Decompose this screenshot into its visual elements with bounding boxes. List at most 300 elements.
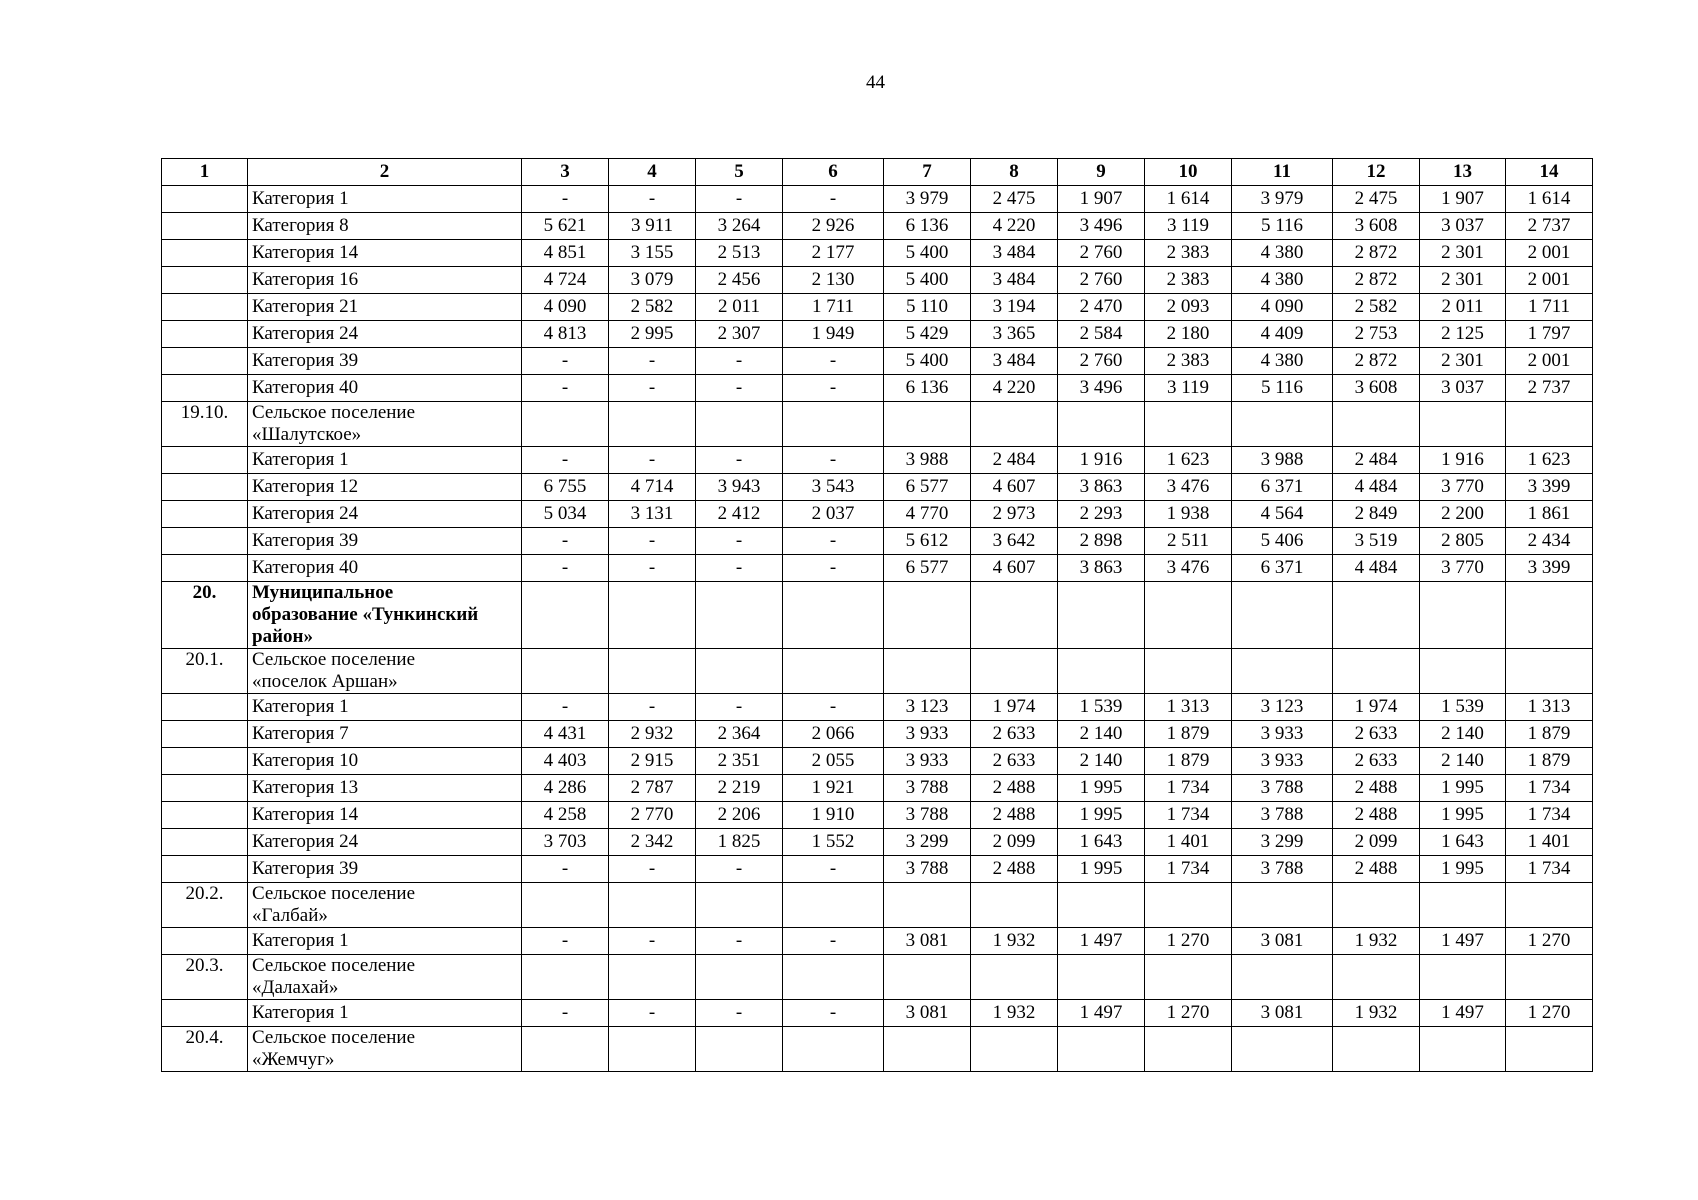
empty-cell (1145, 883, 1232, 928)
value-cell: 1 879 (1145, 748, 1232, 775)
value-cell: 1 932 (971, 928, 1058, 955)
value-cell: - (783, 447, 884, 474)
value-cell: 3 933 (1232, 721, 1333, 748)
column-header: 7 (884, 159, 971, 186)
value-cell: 2 130 (783, 267, 884, 294)
value-cell: - (522, 447, 609, 474)
category-label: Категория 40 (248, 555, 522, 582)
value-cell: 1 711 (783, 294, 884, 321)
value-cell: 6 136 (884, 375, 971, 402)
value-cell: 5 621 (522, 213, 609, 240)
category-label: Категория 1 (248, 1000, 522, 1027)
value-cell: 1 497 (1058, 1000, 1145, 1027)
value-cell: 4 090 (1232, 294, 1333, 321)
value-cell: 1 401 (1145, 829, 1232, 856)
value-cell: 1 270 (1145, 1000, 1232, 1027)
section-title-line: Сельское поселение (252, 402, 416, 423)
value-cell: 6 136 (884, 213, 971, 240)
value-cell: - (522, 186, 609, 213)
empty-cell (1506, 402, 1593, 447)
section-title-line: Сельское поселение (252, 1027, 416, 1048)
value-cell: 1 734 (1506, 802, 1593, 829)
value-cell: 2 206 (696, 802, 783, 829)
table-row (162, 501, 1593, 528)
empty-cell (1058, 649, 1145, 694)
column-header: 11 (1232, 159, 1333, 186)
category-label: Категория 39 (248, 856, 522, 883)
value-cell: 1 921 (783, 775, 884, 802)
empty-cell (696, 1027, 783, 1072)
empty-cell (1333, 955, 1420, 1000)
value-cell: 2 737 (1506, 375, 1593, 402)
column-header: 9 (1058, 159, 1145, 186)
empty-cell (609, 582, 696, 649)
value-cell: - (609, 1000, 696, 1027)
value-cell: 2 475 (971, 186, 1058, 213)
value-cell: 2 633 (971, 721, 1058, 748)
category-label: Категория 1 (248, 928, 522, 955)
empty-cell (783, 883, 884, 928)
value-cell: 2 995 (609, 321, 696, 348)
value-cell: - (696, 348, 783, 375)
value-cell: 3 484 (971, 348, 1058, 375)
value-cell: 3 484 (971, 267, 1058, 294)
empty-cell (1058, 955, 1145, 1000)
value-cell: 2 066 (783, 721, 884, 748)
value-cell: 3 770 (1420, 474, 1506, 501)
column-header: 12 (1333, 159, 1420, 186)
value-cell: 1 825 (696, 829, 783, 856)
value-cell: 4 607 (971, 474, 1058, 501)
value-cell: 2 805 (1420, 528, 1506, 555)
value-cell: 2 037 (783, 501, 884, 528)
value-cell: 3 979 (1232, 186, 1333, 213)
row-number-cell (162, 447, 248, 474)
value-cell: - (609, 348, 696, 375)
value-cell: - (696, 555, 783, 582)
value-cell: - (609, 856, 696, 883)
row-number-cell (162, 240, 248, 267)
value-cell: 3 119 (1145, 375, 1232, 402)
value-cell: 3 123 (884, 694, 971, 721)
empty-cell (609, 1027, 696, 1072)
category-label: Категория 10 (248, 748, 522, 775)
table-row (162, 528, 1593, 555)
value-cell: 4 409 (1232, 321, 1333, 348)
value-cell: 3 155 (609, 240, 696, 267)
table-row (162, 240, 1593, 267)
row-number-cell (162, 721, 248, 748)
value-cell: - (609, 375, 696, 402)
empty-cell (1420, 649, 1506, 694)
value-cell: 5 429 (884, 321, 971, 348)
value-cell: 4 090 (522, 294, 609, 321)
empty-cell (1420, 582, 1506, 649)
empty-cell (971, 1027, 1058, 1072)
value-cell: 4 431 (522, 721, 609, 748)
value-cell: 1 711 (1506, 294, 1593, 321)
empty-cell (609, 402, 696, 447)
category-label: Категория 7 (248, 721, 522, 748)
value-cell: 1 995 (1058, 775, 1145, 802)
row-number-cell (162, 856, 248, 883)
value-cell: 2 872 (1333, 267, 1420, 294)
value-cell: 1 497 (1420, 928, 1506, 955)
empty-cell (1333, 582, 1420, 649)
value-cell: 1 995 (1420, 775, 1506, 802)
section-number: 20.3. (162, 955, 248, 1000)
empty-cell (783, 1027, 884, 1072)
value-cell: - (696, 928, 783, 955)
section-row (162, 402, 1593, 447)
value-cell: 5 400 (884, 267, 971, 294)
row-number-cell (162, 375, 248, 402)
value-cell: 1 907 (1420, 186, 1506, 213)
table-row (162, 775, 1593, 802)
category-label: Категория 40 (248, 375, 522, 402)
value-cell: 1 734 (1506, 775, 1593, 802)
empty-cell (1232, 582, 1333, 649)
section-number: 20.4. (162, 1027, 248, 1072)
value-cell: 3 863 (1058, 555, 1145, 582)
section-title-line: Сельское поселение (252, 649, 416, 670)
value-cell: - (696, 375, 783, 402)
value-cell: - (696, 694, 783, 721)
value-cell: 5 110 (884, 294, 971, 321)
table-row (162, 856, 1593, 883)
value-cell: 6 577 (884, 474, 971, 501)
empty-cell (1058, 883, 1145, 928)
value-cell: 2 125 (1420, 321, 1506, 348)
row-number-cell (162, 928, 248, 955)
row-number-cell (162, 748, 248, 775)
value-cell: 1 552 (783, 829, 884, 856)
empty-cell (609, 649, 696, 694)
value-cell: 2 488 (971, 802, 1058, 829)
value-cell: 2 301 (1420, 240, 1506, 267)
value-cell: 2 849 (1333, 501, 1420, 528)
table-row (162, 186, 1593, 213)
empty-cell (1232, 649, 1333, 694)
table-row (162, 928, 1593, 955)
value-cell: - (522, 928, 609, 955)
value-cell: 1 313 (1506, 694, 1593, 721)
value-cell: 1 916 (1420, 447, 1506, 474)
value-cell: 1 907 (1058, 186, 1145, 213)
empty-cell (1420, 955, 1506, 1000)
section-title-line: Сельское поселение (252, 955, 416, 976)
value-cell: 1 270 (1506, 928, 1593, 955)
empty-cell (783, 582, 884, 649)
value-cell: 3 496 (1058, 213, 1145, 240)
value-cell: 2 488 (1333, 775, 1420, 802)
section-number: 19.10. (162, 402, 248, 447)
empty-cell (1145, 1027, 1232, 1072)
value-cell: 2 872 (1333, 348, 1420, 375)
empty-cell (1506, 1027, 1593, 1072)
value-cell: 1 932 (971, 1000, 1058, 1027)
empty-cell (1333, 649, 1420, 694)
empty-cell (609, 883, 696, 928)
value-cell: 3 863 (1058, 474, 1145, 501)
row-number-cell (162, 1000, 248, 1027)
empty-cell (522, 1027, 609, 1072)
value-cell: 2 293 (1058, 501, 1145, 528)
table-row (162, 694, 1593, 721)
value-cell: 1 995 (1058, 856, 1145, 883)
value-cell: 3 788 (1232, 856, 1333, 883)
section-title (248, 582, 522, 649)
table-row (162, 321, 1593, 348)
value-cell: 1 539 (1058, 694, 1145, 721)
value-cell: 2 633 (1333, 721, 1420, 748)
empty-cell (1058, 402, 1145, 447)
header-row (162, 159, 1593, 186)
value-cell: 3 264 (696, 213, 783, 240)
value-cell: - (696, 528, 783, 555)
value-cell: 1 401 (1506, 829, 1593, 856)
value-cell: 1 734 (1145, 775, 1232, 802)
row-number-cell (162, 474, 248, 501)
value-cell: 3 933 (884, 721, 971, 748)
column-header: 3 (522, 159, 609, 186)
value-cell: 2 011 (1420, 294, 1506, 321)
empty-cell (971, 582, 1058, 649)
value-cell: 3 519 (1333, 528, 1420, 555)
value-cell: 3 081 (884, 928, 971, 955)
value-cell: 2 140 (1420, 748, 1506, 775)
value-cell: 2 484 (1333, 447, 1420, 474)
value-cell: 2 488 (971, 856, 1058, 883)
value-cell: 3 788 (884, 775, 971, 802)
empty-cell (1333, 883, 1420, 928)
value-cell: 6 371 (1232, 555, 1333, 582)
value-cell: 3 037 (1420, 375, 1506, 402)
empty-cell (783, 955, 884, 1000)
empty-cell (696, 582, 783, 649)
table-row (162, 348, 1593, 375)
section-title-line: «Жемчуг» (252, 1049, 335, 1070)
empty-cell (1420, 1027, 1506, 1072)
empty-cell (1058, 1027, 1145, 1072)
row-number-cell (162, 186, 248, 213)
value-cell: 2 301 (1420, 348, 1506, 375)
value-cell: - (522, 1000, 609, 1027)
section-title-line: Сельское поселение (252, 883, 416, 904)
empty-cell (1145, 955, 1232, 1000)
value-cell: 2 760 (1058, 240, 1145, 267)
value-cell: 6 755 (522, 474, 609, 501)
empty-cell (884, 883, 971, 928)
value-cell: 1 734 (1506, 856, 1593, 883)
empty-cell (971, 649, 1058, 694)
empty-cell (971, 402, 1058, 447)
value-cell: 4 770 (884, 501, 971, 528)
section-row (162, 883, 1593, 928)
value-cell: - (783, 186, 884, 213)
empty-cell (783, 402, 884, 447)
row-number-cell (162, 528, 248, 555)
value-cell: 2 001 (1506, 240, 1593, 267)
value-cell: 6 577 (884, 555, 971, 582)
value-cell: - (783, 856, 884, 883)
column-header: 10 (1145, 159, 1232, 186)
value-cell: 3 608 (1333, 375, 1420, 402)
empty-cell (696, 883, 783, 928)
value-cell: 1 623 (1145, 447, 1232, 474)
empty-cell (1058, 582, 1145, 649)
empty-cell (522, 955, 609, 1000)
value-cell: 2 470 (1058, 294, 1145, 321)
value-cell: 1 861 (1506, 501, 1593, 528)
empty-cell (1333, 1027, 1420, 1072)
table-row (162, 213, 1593, 240)
table-row (162, 748, 1593, 775)
value-cell: 3 365 (971, 321, 1058, 348)
row-number-cell (162, 267, 248, 294)
value-cell: 4 220 (971, 213, 1058, 240)
value-cell: 2 099 (971, 829, 1058, 856)
category-label: Категория 24 (248, 321, 522, 348)
empty-cell (609, 955, 696, 1000)
section-title-line: «поселок Аршан» (252, 671, 398, 692)
value-cell: 5 116 (1232, 213, 1333, 240)
value-cell: 1 932 (1333, 1000, 1420, 1027)
table-row (162, 802, 1593, 829)
value-cell: 1 910 (783, 802, 884, 829)
value-cell: 3 543 (783, 474, 884, 501)
value-cell: 2 872 (1333, 240, 1420, 267)
value-cell: 3 123 (1232, 694, 1333, 721)
value-cell: 2 099 (1333, 829, 1420, 856)
value-cell: 2 770 (609, 802, 696, 829)
empty-cell (1145, 649, 1232, 694)
section-title (248, 649, 522, 694)
value-cell: 2 737 (1506, 213, 1593, 240)
value-cell: 2 484 (971, 447, 1058, 474)
value-cell: 2 456 (696, 267, 783, 294)
empty-cell (1506, 883, 1593, 928)
value-cell: 1 995 (1058, 802, 1145, 829)
value-cell: 4 484 (1333, 474, 1420, 501)
value-cell: 2 011 (696, 294, 783, 321)
value-cell: 2 383 (1145, 348, 1232, 375)
value-cell: 3 933 (884, 748, 971, 775)
value-cell: 2 898 (1058, 528, 1145, 555)
value-cell: 2 488 (1333, 856, 1420, 883)
value-cell: 2 001 (1506, 267, 1593, 294)
value-cell: 2 412 (696, 501, 783, 528)
value-cell: 3 496 (1058, 375, 1145, 402)
value-cell: 3 399 (1506, 474, 1593, 501)
empty-cell (1333, 402, 1420, 447)
value-cell: 2 475 (1333, 186, 1420, 213)
table-row (162, 474, 1593, 501)
value-cell: 4 220 (971, 375, 1058, 402)
row-number-cell (162, 555, 248, 582)
value-cell: 5 406 (1232, 528, 1333, 555)
category-label: Категория 13 (248, 775, 522, 802)
value-cell: 2 511 (1145, 528, 1232, 555)
value-cell: 1 974 (1333, 694, 1420, 721)
table-row (162, 267, 1593, 294)
section-title (248, 955, 522, 1000)
column-header: 6 (783, 159, 884, 186)
value-cell: 1 497 (1058, 928, 1145, 955)
value-cell: 2 973 (971, 501, 1058, 528)
category-label: Категория 14 (248, 240, 522, 267)
section-row (162, 582, 1593, 649)
empty-cell (1506, 955, 1593, 1000)
category-label: Категория 8 (248, 213, 522, 240)
value-cell: 2 140 (1058, 721, 1145, 748)
value-cell: 1 932 (1333, 928, 1420, 955)
value-cell: - (609, 694, 696, 721)
empty-cell (522, 582, 609, 649)
value-cell: 2 633 (971, 748, 1058, 775)
value-cell: 2 383 (1145, 267, 1232, 294)
value-cell: 4 607 (971, 555, 1058, 582)
table-row (162, 555, 1593, 582)
section-title (248, 402, 522, 447)
empty-cell (1506, 649, 1593, 694)
category-label: Категория 1 (248, 186, 522, 213)
section-number: 20. (162, 582, 248, 649)
empty-cell (884, 582, 971, 649)
category-label: Категория 39 (248, 348, 522, 375)
value-cell: 3 788 (1232, 775, 1333, 802)
value-cell: 2 301 (1420, 267, 1506, 294)
value-cell: 2 488 (971, 775, 1058, 802)
section-row (162, 955, 1593, 1000)
value-cell: 1 938 (1145, 501, 1232, 528)
value-cell: 2 488 (1333, 802, 1420, 829)
empty-cell (1420, 883, 1506, 928)
value-cell: 3 194 (971, 294, 1058, 321)
value-cell: 1 614 (1506, 186, 1593, 213)
value-cell: 1 797 (1506, 321, 1593, 348)
value-cell: 2 915 (609, 748, 696, 775)
column-header: 4 (609, 159, 696, 186)
value-cell: 3 037 (1420, 213, 1506, 240)
table-row (162, 447, 1593, 474)
section-title-line: «Галбай» (252, 905, 328, 926)
row-number-cell (162, 829, 248, 856)
value-cell: 4 380 (1232, 267, 1333, 294)
value-cell: - (696, 447, 783, 474)
category-label: Категория 39 (248, 528, 522, 555)
value-cell: 1 313 (1145, 694, 1232, 721)
value-cell: 4 564 (1232, 501, 1333, 528)
value-cell: 1 270 (1145, 928, 1232, 955)
value-cell: - (696, 856, 783, 883)
column-header: 14 (1506, 159, 1593, 186)
category-label: Категория 24 (248, 501, 522, 528)
column-header: 2 (248, 159, 522, 186)
value-cell: 3 788 (884, 856, 971, 883)
empty-cell (884, 649, 971, 694)
value-cell: 3 081 (884, 1000, 971, 1027)
category-label: Категория 16 (248, 267, 522, 294)
value-cell: 4 380 (1232, 348, 1333, 375)
value-cell: 1 643 (1420, 829, 1506, 856)
value-cell: 1 995 (1420, 856, 1506, 883)
value-cell: - (696, 1000, 783, 1027)
value-cell: 2 001 (1506, 348, 1593, 375)
value-cell: - (783, 555, 884, 582)
value-cell: 3 642 (971, 528, 1058, 555)
value-cell: 4 724 (522, 267, 609, 294)
